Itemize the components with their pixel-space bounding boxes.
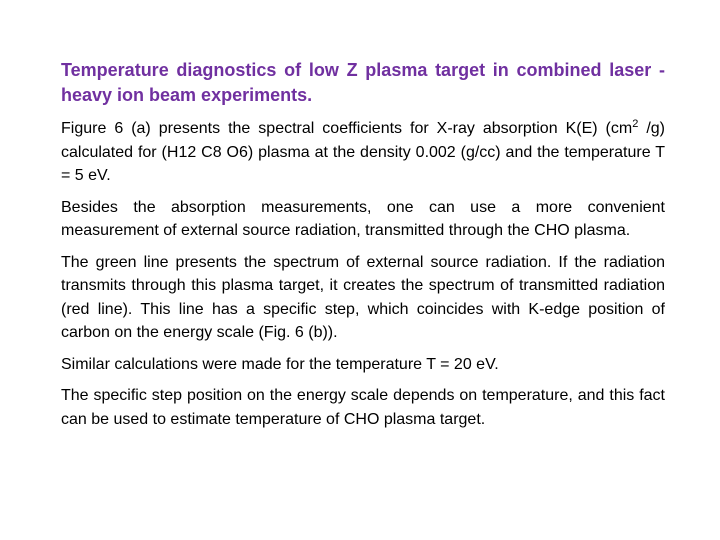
paragraph-1-continuation: /g) calculated for (H12 C8 O6) plasma at the density 0.002 (g/cc) and the temperature T = 5 eV. xyxy=(61,120,665,184)
paragraph-similar-calculations: Similar calculations were made for the temperature T = 20 eV. xyxy=(61,355,499,373)
paragraph-external-source: Besides the absorption measurements, one can use a more convenient measurement of external source radiation, transmitted through the CHO plasma. xyxy=(61,198,665,239)
slide-content xyxy=(61,58,665,439)
paragraph-step-position: The specific step position on the energy scale depends on temperature, and this fact can be used to estimate temperature of CHO plasma target. xyxy=(61,387,665,428)
superscript-exponent: 2 xyxy=(632,118,639,130)
paragraph-figure-description xyxy=(61,117,665,188)
paragraph-green-line: The green line presents the spectrum of external source radiation. If the radiation transmits through this plasma target, it creates the spectrum of transmitted radiation (red line). This line has a specific step, which coincides with K-edge position of carbon on the energy scale (Fig. 6 (b)). xyxy=(61,253,665,341)
paragraph-1-text: Figure 6 (a) presents the spectral coefficients for X-ray absorption K(E) (cm xyxy=(61,120,633,137)
slide-title: Temperature diagnostics of low Z plasma target in combined laser - heavy ion beam experiments. xyxy=(61,60,665,105)
